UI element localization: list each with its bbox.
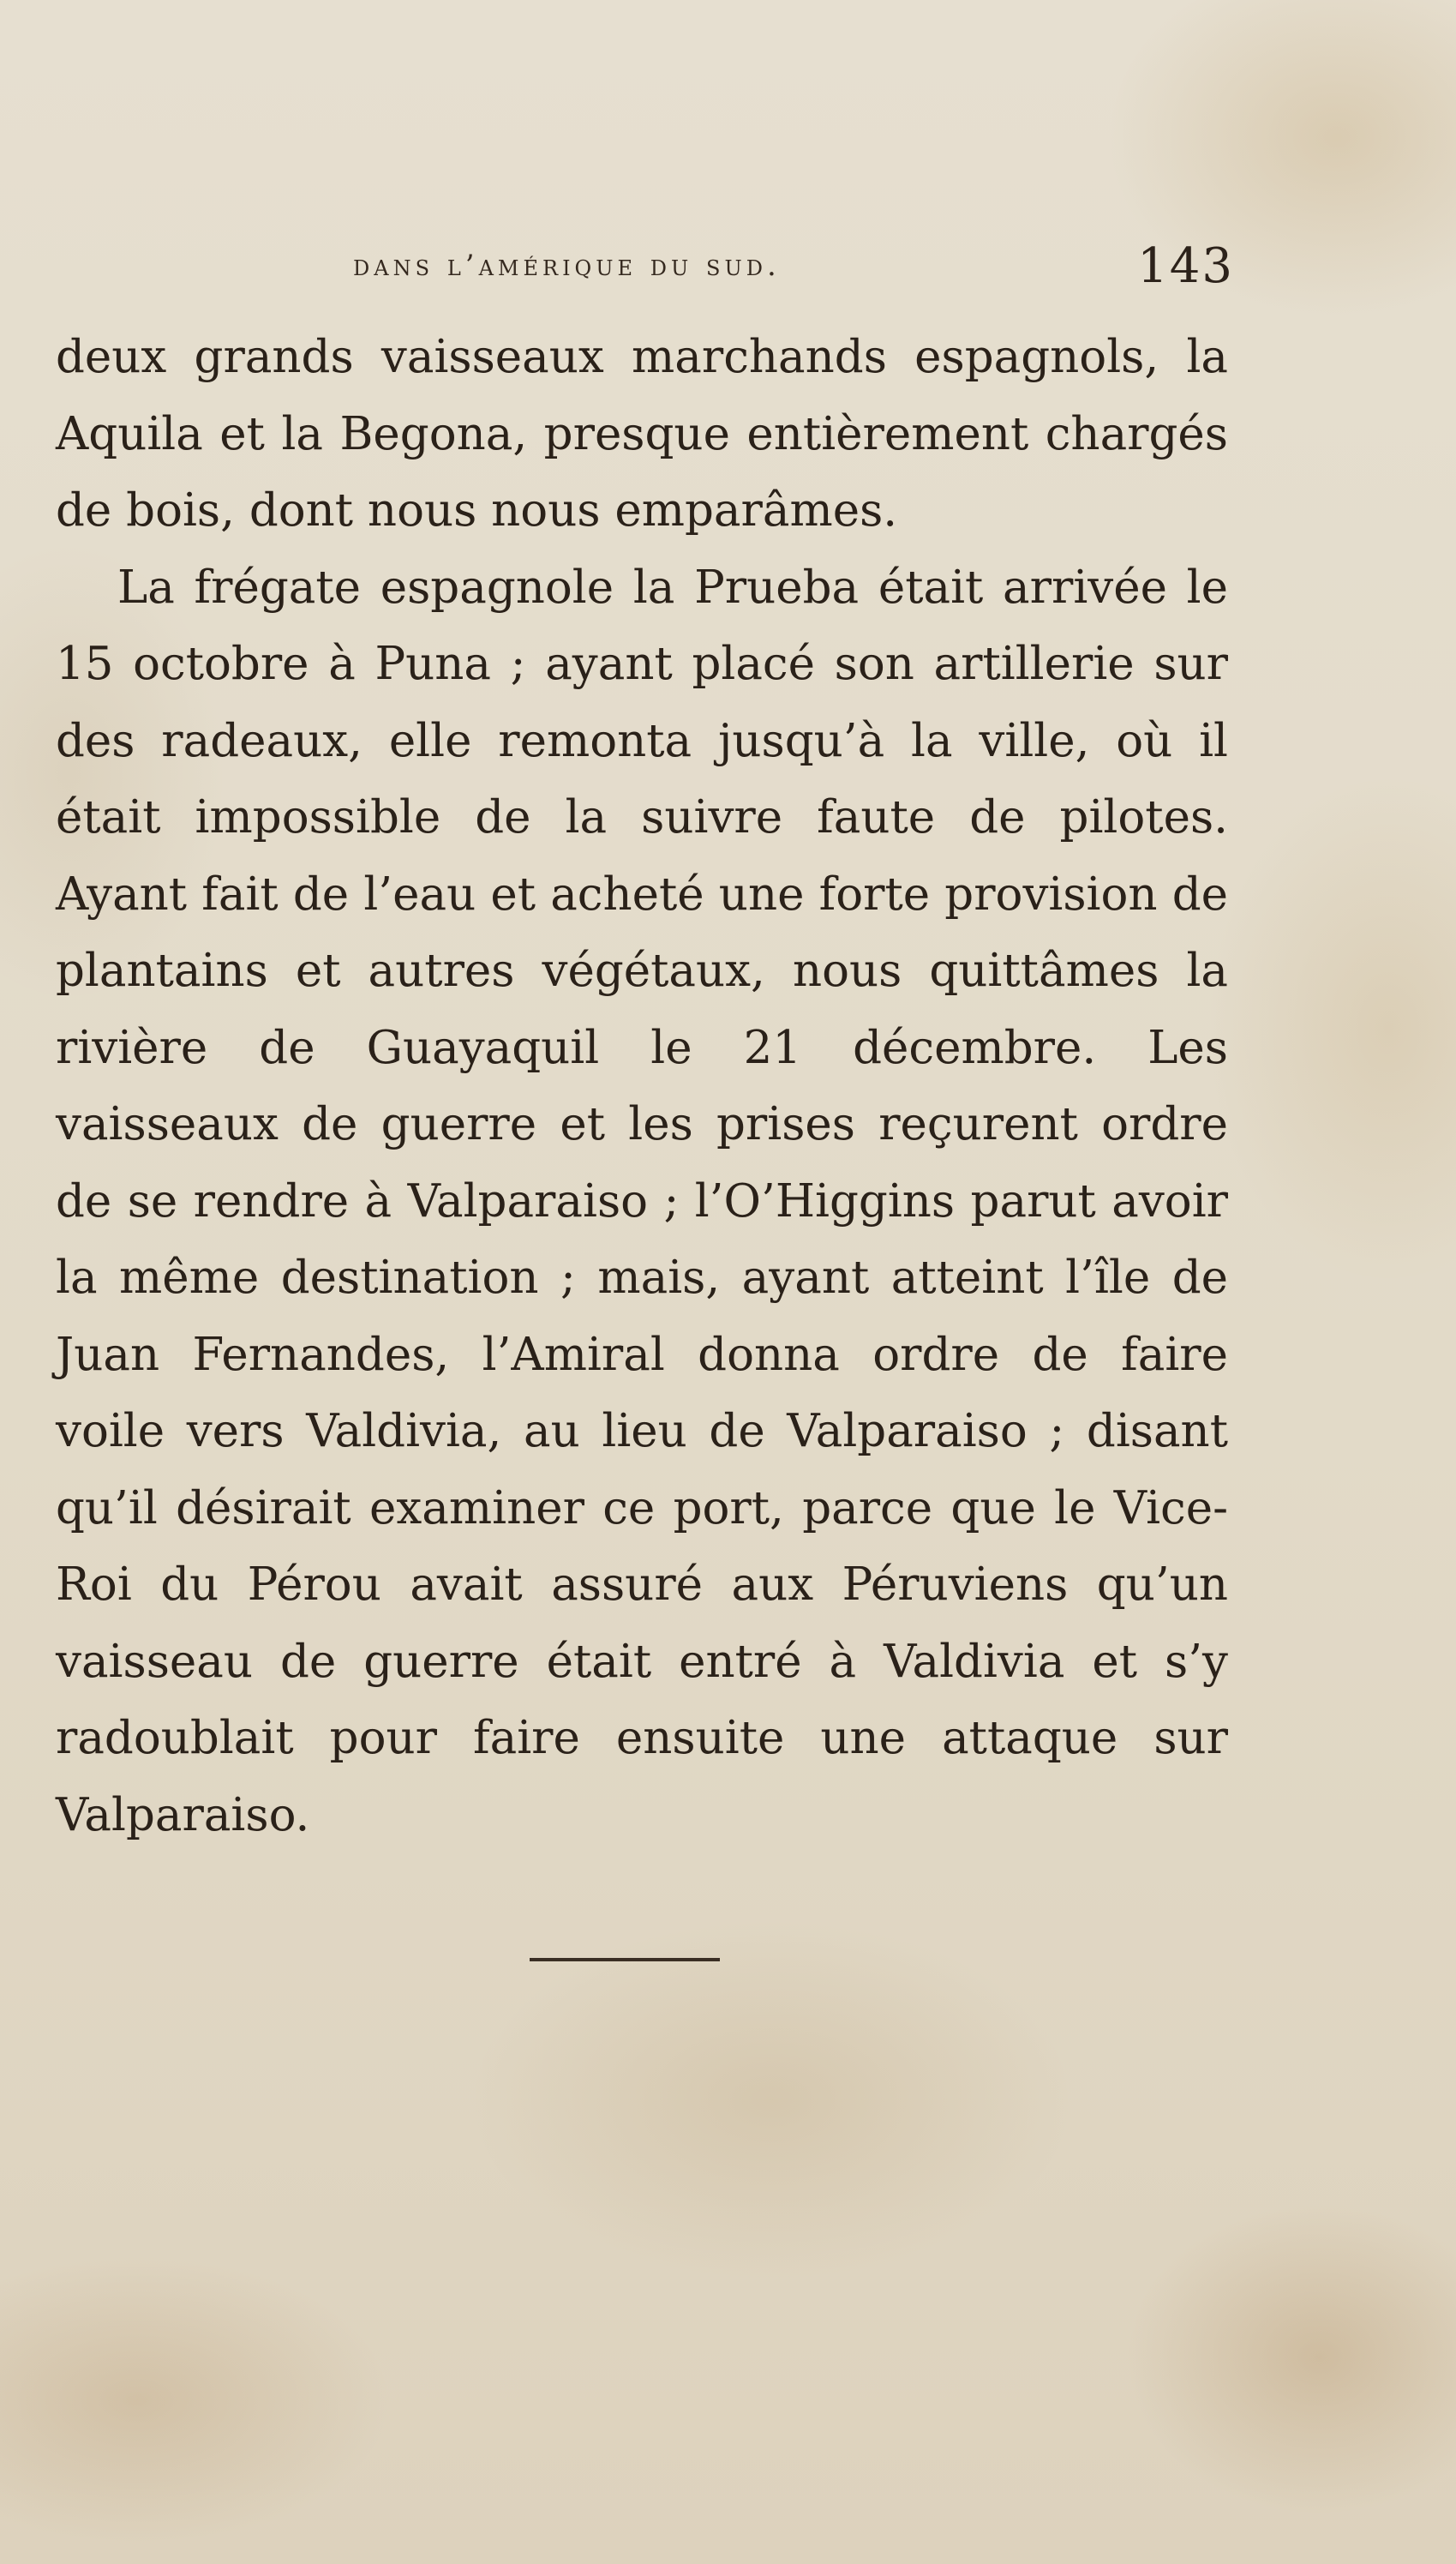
paragraph-prueba: La frégate espagnole la Prueba était arrivée le 15 octobre à Puna ; ayant placé son artillerie sur des radeaux, elle remonta jusqu’à la ville, où il était impossible de la suivre faute de pilotes. Ayant fait de l’eau et acheté une forte provision de plantains et autres végétaux, nous quittâmes la rivière de Guayaquil le 21 décembre. Les vaisseaux de guerre et les prises reçurent ordre de se rendre à Valparaiso ; l’O’Higgins parut avoir la même destination ; mais, ayant atteint l’île de Juan Fernandes, l’Amiral donna ordre de faire voile vers Valdivia, au lieu de Valparaiso ; disant qu’il désirait examiner ce port, parce que le Vice-Roi du Pérou avait assuré aux Péruviens qu’un vaisseau de guerre était entré à Valdivia et s’y radoublait pour faire ensuite une attaque sur Valparaiso. — [56, 561, 1228, 1841]
body-text — [56, 319, 1228, 1853]
paragraph-continuation: deux grands vaisseaux marchands espagnols, la Aquila et la Begona, presque entièrement chargés de bois, dont nous nous emparâmes. — [56, 331, 1228, 537]
section-end-rule — [530, 1958, 720, 1961]
page-number: 143 — [1137, 238, 1234, 294]
page-header — [51, 238, 1234, 298]
running-title: dans l’amérique du sud. — [353, 249, 781, 283]
